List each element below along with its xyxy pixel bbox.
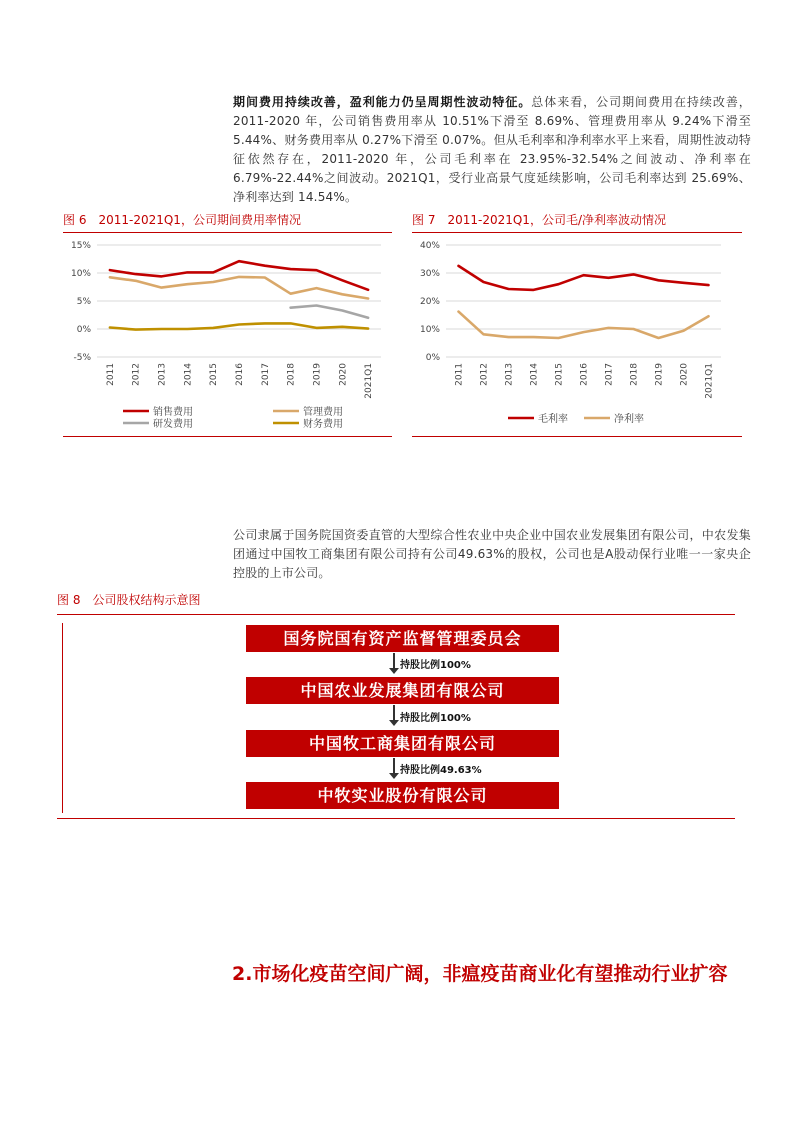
section-heading	[232, 954, 762, 995]
ownership-paragraph: 公司隶属于国务院国资委直管的大型综合性农业中央企业中国农业发展集团有限公司，中农发集团通过中国牧工商集团有限公司持有公司49.63%的股权，公司也是A股动保行业唯一一家央企控股的上市公司。	[233, 528, 751, 580]
chart7-series-0-line	[459, 266, 709, 290]
chart6-legend-label: 研发费用	[153, 419, 193, 430]
section-title: 市场化疫苗空间广阔，非瘟疫苗商业化有望推动行业扩容	[252, 963, 728, 985]
chart6-xtick-label: 2020	[338, 363, 349, 386]
chart6-ytick-label: 0%	[76, 325, 91, 335]
figure7-number: 图 7	[412, 213, 436, 227]
chart6-ytick-label: 15%	[70, 241, 91, 251]
chart6-xtick-label: 2017	[260, 363, 271, 386]
chart7-ytick-label: 30%	[419, 269, 440, 279]
chart6-xtick-label: 2011	[105, 363, 116, 386]
arrow-3	[393, 758, 395, 774]
intro-paragraph	[233, 93, 751, 207]
figure6-title	[63, 212, 301, 228]
margin-chart	[412, 233, 742, 436]
figure6-number: 图 6	[63, 213, 87, 227]
intro-bold-lead: 期间费用持续改善，盈利能力仍呈周期性波动特征。	[233, 95, 532, 109]
chart7-legend-label: 净利率	[614, 414, 644, 425]
chart7-xtick-label: 2015	[554, 363, 565, 386]
chart6-xtick-label: 2021Q1	[364, 363, 375, 399]
chart7-xtick-label: 2011	[454, 363, 465, 386]
chart6-legend-label: 销售费用	[153, 407, 193, 418]
chart6-xtick-label: 2019	[312, 363, 323, 386]
chart6-xtick-label: 2013	[157, 363, 168, 386]
chart7-ytick-label: 20%	[419, 297, 440, 307]
chart6-series-2-line	[291, 306, 369, 318]
figure8-number: 图 8	[57, 593, 81, 607]
chart6-legend-label: 财务费用	[303, 419, 343, 430]
chart6-series-1-line	[110, 277, 368, 299]
expense-ratio-chart	[63, 233, 392, 436]
chart6-xtick-label: 2016	[235, 363, 245, 386]
ratio-label-3: 持股比例49.63%	[400, 765, 482, 776]
ratio-label-2: 持股比例100%	[400, 713, 471, 724]
section-number: 2.	[232, 963, 253, 985]
figure7-caption: 2011-2021Q1，公司毛/净利率波动情况	[447, 213, 666, 227]
chart6-ytick-label: 5%	[76, 297, 91, 307]
chart7-ytick-label: 0%	[425, 353, 440, 363]
chart6-xtick-label: 2012	[131, 363, 142, 386]
intro-text: 总体来看，公司期间费用在持续改善，2011-2020 年，公司销售费用率从 10.51%下滑至 8.69%、管理费用率从 9.24%下滑至 5.44%、财务费用率从 0.27%下滑至 0.07%。但从毛利率和净利率水平上来看，周期性波动特征依然存在，2011-2020 年，公司毛利率在 23.95%-32.54%之间波动、净利率在 6.79%-22.44%之间波动。2021Q1，受行业高景气度延续影响，公司毛利率达到 25.69%、净利率达到 14.54%。	[233, 95, 751, 204]
chart7-xtick-label: 2018	[629, 363, 640, 386]
chart7-xtick-label: 2020	[679, 363, 690, 386]
chart7-xtick-label: 2017	[604, 363, 615, 386]
org-box-cnadc: 中国农业发展集团有限公司	[246, 677, 559, 704]
arrow-1	[393, 653, 395, 669]
figure8-title	[57, 592, 200, 608]
figure6-caption: 2011-2021Q1，公司期间费用率情况	[98, 213, 301, 227]
chart7-legend-label: 毛利率	[538, 414, 568, 425]
panel-left-rule	[62, 623, 63, 813]
chart7-ytick-label: 10%	[419, 325, 440, 335]
chart6-xtick-label: 2014	[183, 363, 194, 386]
figure7-title	[412, 212, 666, 228]
chart7-xtick-label: 2012	[479, 363, 490, 386]
chart6-xtick-label: 2015	[209, 363, 220, 386]
org-box-sasac: 国务院国有资产监督管理委员会	[246, 625, 559, 652]
chart7-xtick-label: 2013	[504, 363, 515, 386]
chart6-legend-label: 管理费用	[303, 407, 343, 418]
chart7-xtick-label: 2014	[529, 363, 540, 386]
org-box-cahic: 中国牧工商集团有限公司	[246, 730, 559, 757]
chart6-ytick-label: -5%	[73, 353, 91, 363]
org-box-cahb: 中牧实业股份有限公司	[246, 782, 559, 809]
chart7-xtick-label: 2019	[654, 363, 665, 386]
chart6-ytick-label: 10%	[70, 269, 91, 279]
chart7-series-1-line	[459, 312, 709, 338]
figure8-caption: 公司股权结构示意图	[92, 593, 201, 607]
chart7-xtick-label: 2016	[579, 363, 590, 386]
chart7-ytick-label: 40%	[419, 241, 440, 251]
chart6-xtick-label: 2018	[286, 363, 297, 386]
arrow-2	[393, 705, 395, 721]
figure6-panel	[63, 232, 392, 437]
figure7-panel	[412, 232, 742, 437]
chart7-xtick-label: 2021Q1	[704, 363, 715, 399]
ratio-label-1: 持股比例100%	[400, 660, 471, 671]
